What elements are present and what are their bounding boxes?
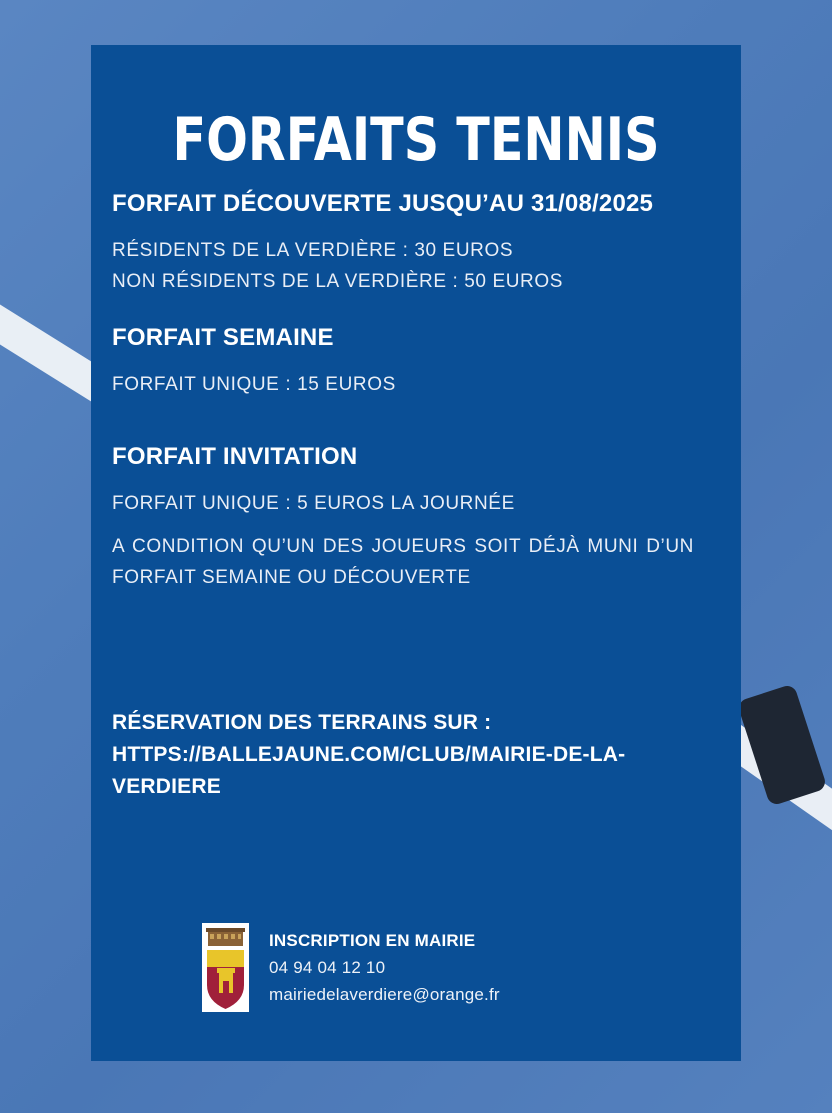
contact-block (269, 927, 500, 1008)
decouverte-residents: RÉSIDENTS DE LA VERDIÈRE : 30 EUROS (112, 240, 514, 261)
invitation-price: FORFAIT UNIQUE : 5 EUROS LA JOURNÉE (112, 493, 515, 514)
racket-handle (736, 683, 827, 806)
contact-title: INSCRIPTION EN MAIRIE (269, 931, 476, 950)
invitation-condition: A CONDITION QU’UN DES JOUEURS SOIT DÉJÀ MUNI D’UN FORFAIT SEMAINE OU DÉCOUVERTE (112, 536, 694, 588)
heading-decouverte: FORFAIT DÉCOUVERTE JUSQU’AU 31/08/2025 (112, 190, 654, 217)
coat-of-arms-icon (202, 923, 249, 1012)
decouverte-non-residents: NON RÉSIDENTS DE LA VERDIÈRE : 50 EUROS (112, 271, 564, 292)
heading-invitation: FORFAIT INVITATION (112, 443, 358, 470)
semaine-price: FORFAIT UNIQUE : 15 EUROS (112, 374, 396, 395)
contact-phone[interactable]: 04 94 04 12 10 (269, 958, 386, 977)
info-panel (91, 45, 741, 1061)
page-title: FORFAITS TENNIS (172, 105, 660, 175)
heading-semaine: FORFAIT SEMAINE (112, 324, 334, 351)
contact-email[interactable]: mairiedelaverdiere@orange.fr (269, 985, 500, 1004)
reservation-text: RÉSERVATION DES TERRAINS SUR : HTTPS://BALLEJAUNE.COM/CLUB/MAIRIE-DE-LA-VERDIERE (112, 711, 626, 798)
